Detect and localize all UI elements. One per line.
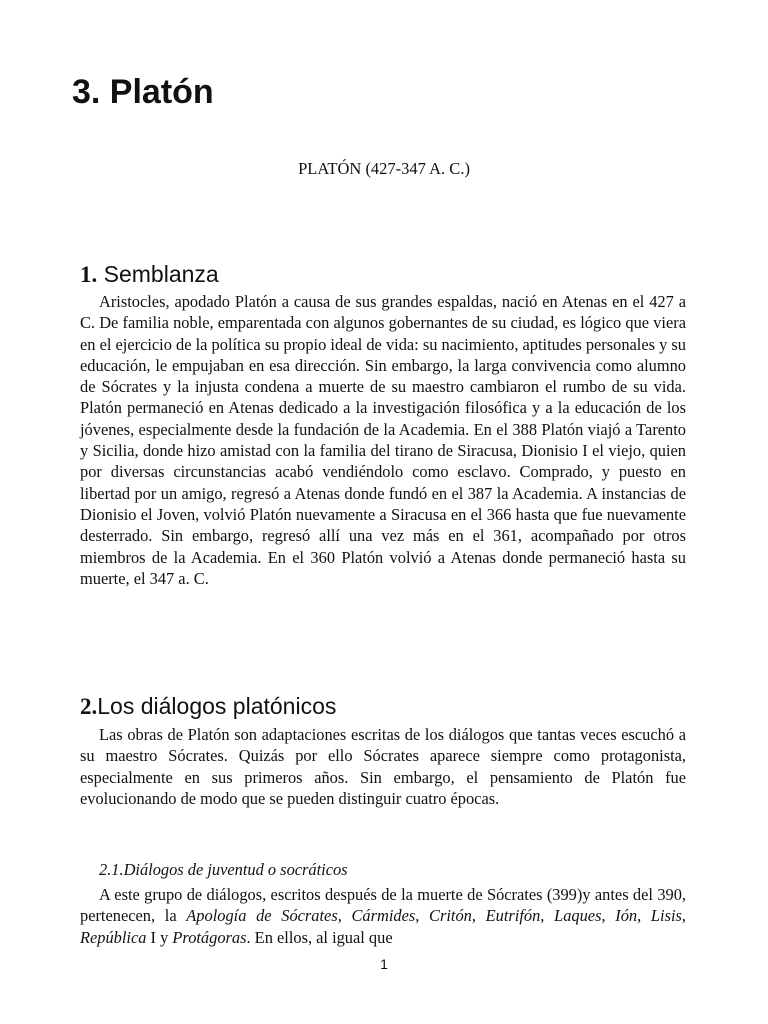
paragraph-text: . En ellos, al igual que [246, 927, 393, 947]
work-title: Eutrifón [485, 906, 541, 926]
paragraph-semblanza: Aristocles, apodado Platón a causa de sus grandes espaldas, nació en Atenas en el 427 a C. De familia noble, emparentada con algunos gobernantes de su ciudad, es lógico que viera en el ejercicio de la política su propio ideal de vida: su nacimiento, aptitudes personales y su educación, le empujaban en esa dirección. Sin embargo, la larga convivencia como alumno de Sócrates y la injusta condena a muerte de su maestro cambiaron el rumbo de su vida. Platón permaneció en Atenas dedicado a la investigación filosófica y a la educación de los jóvenes, especialmente desde la fundación de la Academia. En el 388 Platón viajó a Tarento y Sicilia, donde hizo amistad con la familia del tirano de Siracusa, Dionisio I el viejo, quien por diversas circunstancias acabó vendiéndolo como esclavo. Comprado, y puesto en libertad por un amigo, regresó a Atenas donde fundó en el 387 la Academia. A instancias de Dionisio el Joven, volvió Platón nuevamente a Siracusa en el 366 hasta que fue nuevamente desterrado. Sin embargo, regresó allí una vez más en el 361, acompañado por otros miembros de la Academia. En el 360 Platón volvió a Atenas donde permaneció hasta su muerte, el 347 a. C. [80, 292, 686, 588]
separator: , [471, 906, 486, 926]
section-number: 2. [80, 694, 98, 719]
separator: , [681, 906, 686, 926]
separator: I y [146, 927, 173, 947]
section-number: 1. [80, 262, 98, 287]
chapter-title: 3. Platón [72, 73, 214, 111]
section-title: Los diálogos platónicos [97, 693, 337, 719]
separator: , [337, 906, 352, 926]
paragraph-text: A este grupo de diálogos, escritos después de la muerte de Sócrates (399)y antes del 390, pertenecen, la [80, 885, 686, 926]
work-title: Apología de Sócrates [186, 906, 338, 926]
work-title: República [80, 927, 147, 947]
work-title: Lisis [650, 906, 682, 926]
work-title: Cármides [351, 906, 416, 926]
paragraph-dialogos-intro: Las obras de Platón son adaptaciones escritas de los diálogos que tantas veces escuchó a su maestro Sócrates. Quizás por ello Sócrates aparece siempre como protagonista, especialmente en sus primeros años. Sin embargo, el pensamiento de Platón fue evolucionando de modo que se pueden distinguir cuatro épocas. [80, 725, 686, 808]
subsection-heading-juventud: 2.1.Diálogos de juventud o socráticos [99, 860, 348, 879]
paragraph-dialogos-juventud [80, 884, 686, 948]
separator: , [540, 906, 555, 926]
work-title: Ión [615, 906, 638, 926]
separator: , [637, 906, 651, 926]
author-dates-subtitle: PLATÓN (427-347 A. C.) [298, 159, 470, 178]
separator: , [415, 906, 430, 926]
separator: , [601, 906, 616, 926]
work-title: Protágoras [172, 927, 247, 947]
work-title: Laques [554, 906, 602, 926]
section-heading-dialogos [80, 691, 336, 722]
section-heading-semblanza [80, 259, 219, 290]
work-title: Critón [429, 906, 472, 926]
page-number: 1 [380, 956, 388, 972]
section-title: Semblanza [97, 261, 219, 287]
